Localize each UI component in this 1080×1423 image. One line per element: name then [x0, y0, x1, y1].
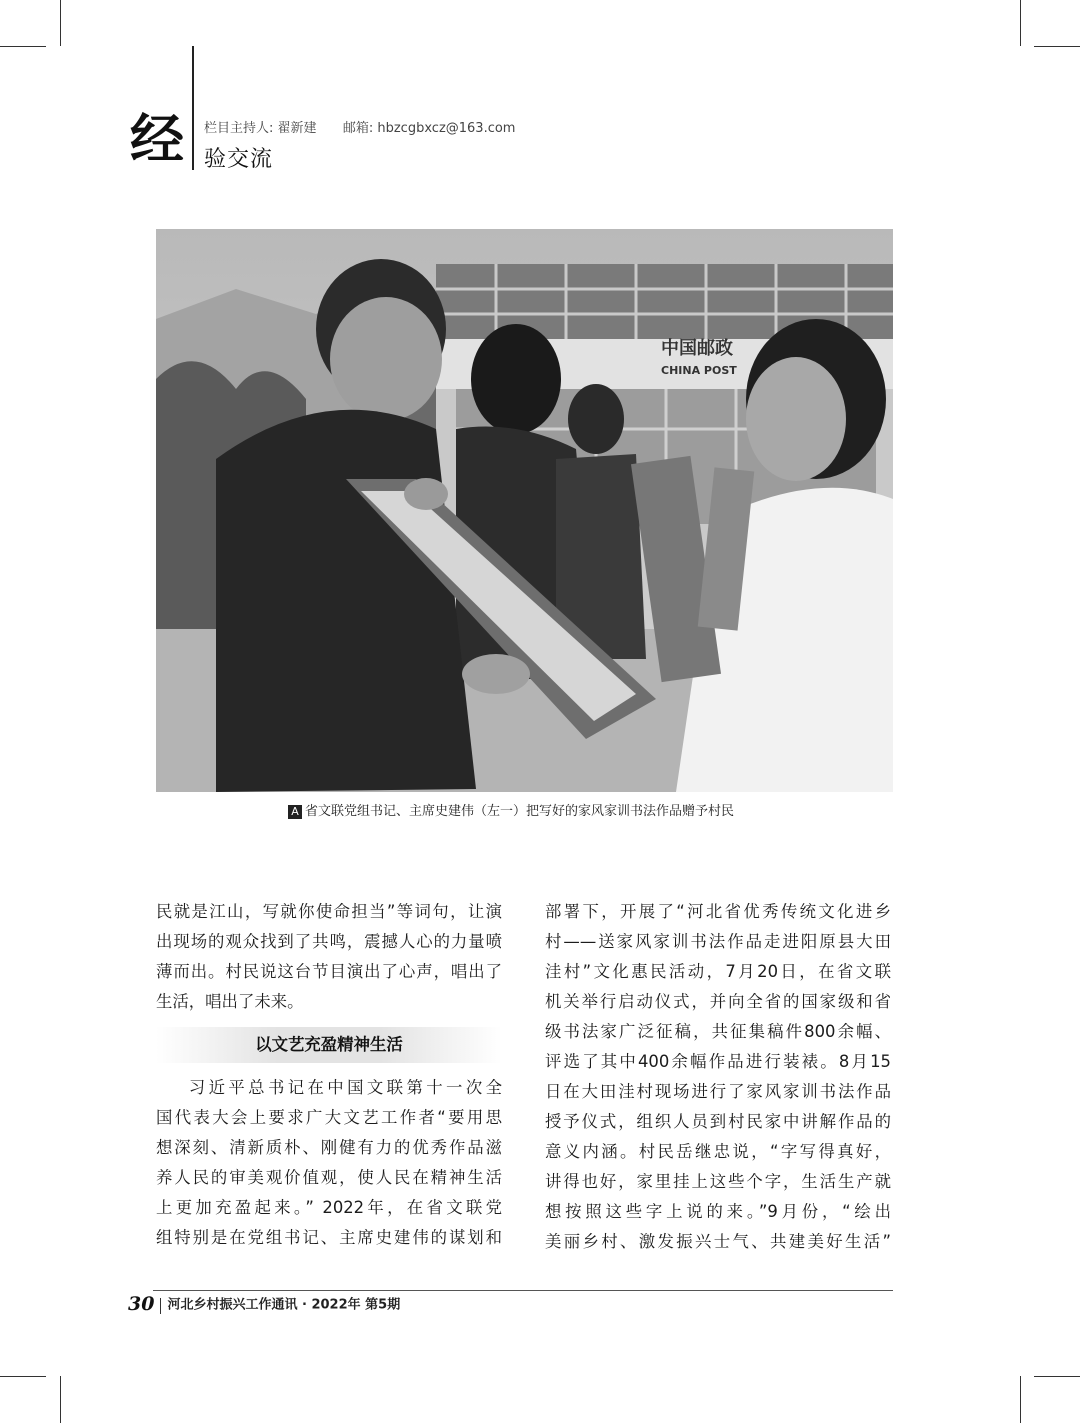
article-photo: [156, 229, 893, 792]
crop-mark: [1020, 1376, 1021, 1423]
body-line: 村——送家风家训书法作品走进阳原县大田: [545, 932, 891, 951]
crop-mark: [60, 0, 61, 46]
crop-mark: [0, 1376, 46, 1377]
caption-marker-icon: A: [288, 805, 302, 819]
body-line: 出现场的观众找到了共鸣，震撼人心的力量喷: [156, 932, 502, 951]
column-host-line: [204, 117, 515, 136]
body-line: 级书法家广泛征稿，共征集稿件800余幅、: [545, 1022, 891, 1041]
section-heading: 以文艺充盈精神生活: [156, 1027, 502, 1063]
body-line: 想深刻、清新质朴、刚健有力的优秀作品滋: [156, 1138, 502, 1157]
body-line: 国代表大会上要求广大文艺工作者“要用思: [156, 1108, 502, 1127]
post-sign-en: CHINA POST: [661, 364, 737, 377]
body-line: 日在大田洼村现场进行了家风家训书法作品: [545, 1082, 891, 1101]
host-name: 翟新建: [277, 121, 317, 136]
header-divider: [192, 46, 194, 170]
crop-mark: [60, 1376, 61, 1423]
crop-mark: [1034, 46, 1080, 47]
body-line: 评选了其中400余幅作品进行装裱。8月15: [545, 1052, 891, 1071]
post-sign-cn: 中国邮政: [661, 338, 733, 359]
body-line: 讲得也好，家里挂上这些个字，生活生产就: [545, 1172, 891, 1191]
body-line: 部署下，开展了“河北省优秀传统文化进乡: [545, 902, 891, 921]
body-line: 机关举行启动仪式，并向全省的国家级和省: [545, 992, 891, 1011]
body-line: 洼村”文化惠民活动，7月20日，在省文联: [545, 962, 891, 981]
host-label: 栏目主持人:: [204, 121, 274, 136]
body-line: 养人民的审美观价值观，使人民在精神生活: [156, 1168, 502, 1187]
body-line: 民就是江山，写就你使命担当”等词句，让演: [156, 902, 502, 921]
publication-info: 河北乡村振兴工作通讯 · 2022年 第5期: [167, 1297, 401, 1313]
footer-divider: [153, 1290, 893, 1291]
body-line: 生活，唱出了未来。: [156, 992, 304, 1011]
photo-illustration: [156, 229, 893, 792]
page-number: 30: [128, 1293, 155, 1315]
body-line: 薄而出。村民说这台节目演出了心声，唱出了: [156, 962, 502, 981]
photo-caption: [288, 802, 734, 822]
email-address: hbzcgbxcz@163.com: [377, 121, 516, 136]
body-line: 美丽乡村、激发振兴士气、共建美好生活”: [545, 1232, 891, 1251]
body-line: 习近平总书记在中国文联第十一次全: [188, 1078, 502, 1097]
caption-text: 省文联党组书记、主席史建伟（左一）把写好的家风家训书法作品赠予村民: [305, 804, 735, 819]
body-line: 想按照这些字上说的来。”9月份，“绘出: [545, 1202, 891, 1221]
email-label: 邮箱:: [342, 121, 374, 136]
body-column-left: [156, 897, 502, 1253]
body-line: 授予仪式，组织人员到村民家中讲解作品的: [545, 1112, 891, 1131]
body-line: 组特别是在党组书记、主席史建伟的谋划和: [156, 1228, 502, 1247]
column-title: 验交流: [204, 147, 274, 172]
column-title-initial: 经: [130, 107, 184, 171]
crop-mark: [1020, 0, 1021, 46]
page-footer: [128, 1293, 400, 1315]
body-line: 上更加充盈起来。” 2022年，在省文联党: [156, 1198, 502, 1217]
body-column-right: [545, 897, 891, 1257]
crop-mark: [1034, 1376, 1080, 1377]
body-line: 意义内涵。村民岳继忠说，“字写得真好，: [545, 1142, 891, 1161]
crop-mark: [0, 46, 46, 47]
